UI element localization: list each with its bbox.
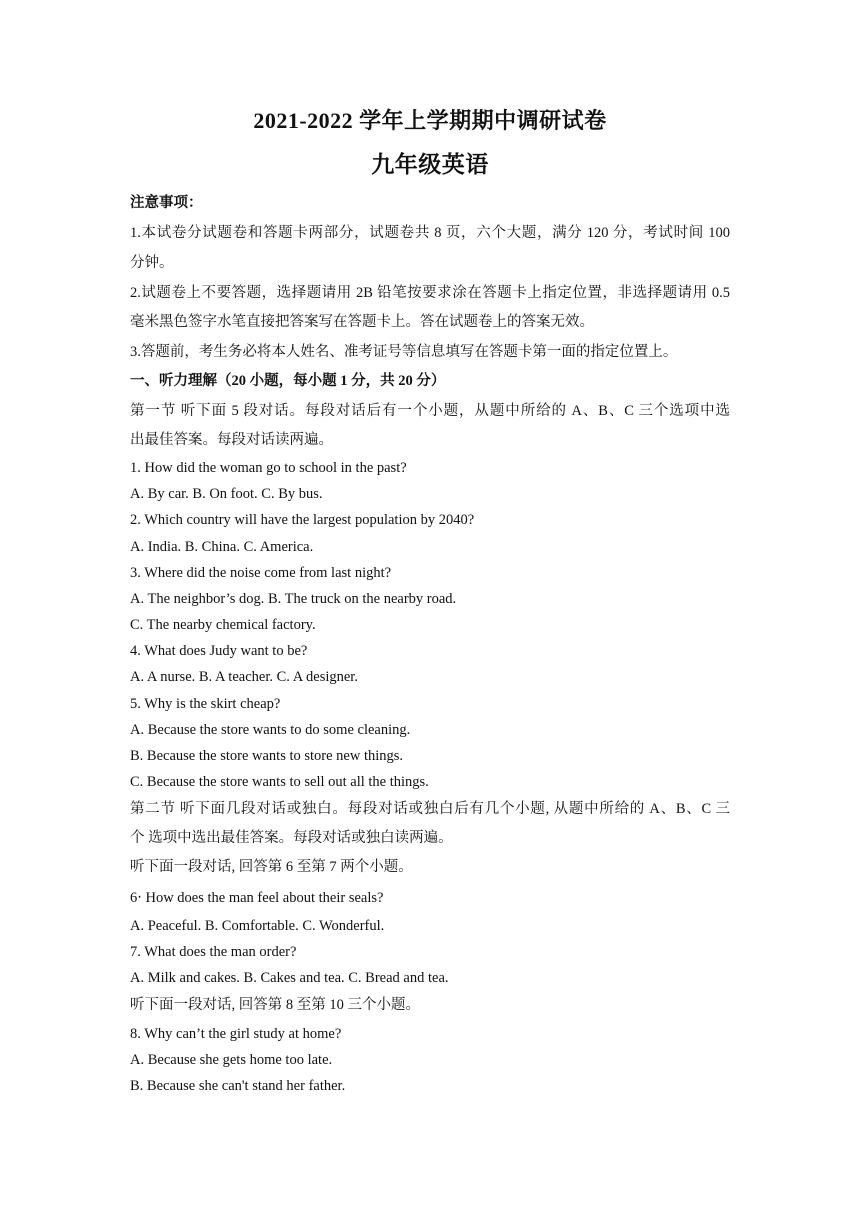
question-4: 4. What does Judy want to be? (130, 643, 308, 659)
part-1-instructions-line-1: 第一节 听下面 5 段对话。每段对话后有一个小题，从题中所给的 A、B、C 三个选项中选 (130, 403, 730, 419)
page-subtitle: 九年级英语 (371, 152, 489, 177)
question-6: 6‧ How does the man feel about their seals? (130, 890, 384, 906)
question-8: 8. Why can’t the girl study at home? (130, 1026, 342, 1042)
note-2-line-1: 2.试题卷上不要答题，选择题请用 2B 铅笔按要求涂在答题卡上指定位置，非选择题请用 0.5 (130, 285, 730, 301)
question-5: 5. Why is the skirt cheap? (130, 696, 281, 712)
question-7-options: A. Milk and cakes. B. Cakes and tea. C. Bread and tea. (130, 970, 449, 986)
question-3: 3. Where did the noise come from last night? (130, 565, 392, 581)
note-1-line-1: 1.本试卷分试题卷和答题卡两部分，试题卷共 8 页，六个大题，满分 120 分，考试时间 100 (130, 225, 730, 241)
question-8-option-a: A. Because she gets home too late. (130, 1052, 333, 1068)
question-2: 2. Which country will have the largest population by 2040? (130, 512, 475, 528)
intro-questions-6-7: 听下面一段对话, 回答第 6 至第 7 两个小题。 (130, 859, 413, 875)
question-5-option-a: A. Because the store wants to do some cleaning. (130, 722, 411, 738)
question-3-options-a: A. The neighbor’s dog. B. The truck on the nearby road. (130, 591, 457, 607)
note-1-line-2: 分钟。 (130, 255, 174, 271)
note-3: 3.答题前，考生务必将本人姓名、准考证号等信息填写在答题卡第一面的指定位置上。 (130, 344, 678, 360)
question-1-options: A. By car. B. On foot. C. By bus. (130, 486, 323, 502)
page-title: 2021-2022 学年上学期期中调研试卷 (253, 108, 607, 133)
question-5-option-b: B. Because the store wants to store new things. (130, 748, 404, 764)
question-6-options: A. Peaceful. B. Comfortable. C. Wonderful. (130, 918, 385, 934)
question-7: 7. What does the man order? (130, 944, 297, 960)
question-1: 1. How did the woman go to school in the past? (130, 460, 407, 476)
note-2-line-2: 毫米黑色签字水笔直接把答案写在答题卡上。答在试题卷上的答案无效。 (130, 314, 594, 330)
question-3-options-b: C. The nearby chemical factory. (130, 617, 316, 633)
question-8-option-b: B. Because she can't stand her father. (130, 1078, 346, 1094)
intro-questions-8-10: 听下面一段对话, 回答第 8 至第 10 三个小题。 (130, 997, 420, 1013)
part-1-instructions-line-2: 出最佳答案。每段对话读两遍。 (130, 432, 333, 448)
question-4-options: A. A nurse. B. A teacher. C. A designer. (130, 669, 358, 685)
section-1-heading: 一、听力理解（20 小题，每小题 1 分，共 20 分） (130, 373, 446, 389)
question-5-option-c: C. Because the store wants to sell out all the things. (130, 774, 429, 790)
part-2-instructions-line-2: 个 选项中选出最佳答案。每段对话或独白读两遍。 (130, 830, 453, 846)
question-2-options: A. India. B. China. C. America. (130, 539, 314, 555)
notes-heading: 注意事项： (130, 195, 203, 211)
part-2-instructions-line-1: 第二节 听下面几段对话或独白。每段对话或独白后有几个小题, 从题中所给的 A、B、C 三 (130, 801, 730, 817)
